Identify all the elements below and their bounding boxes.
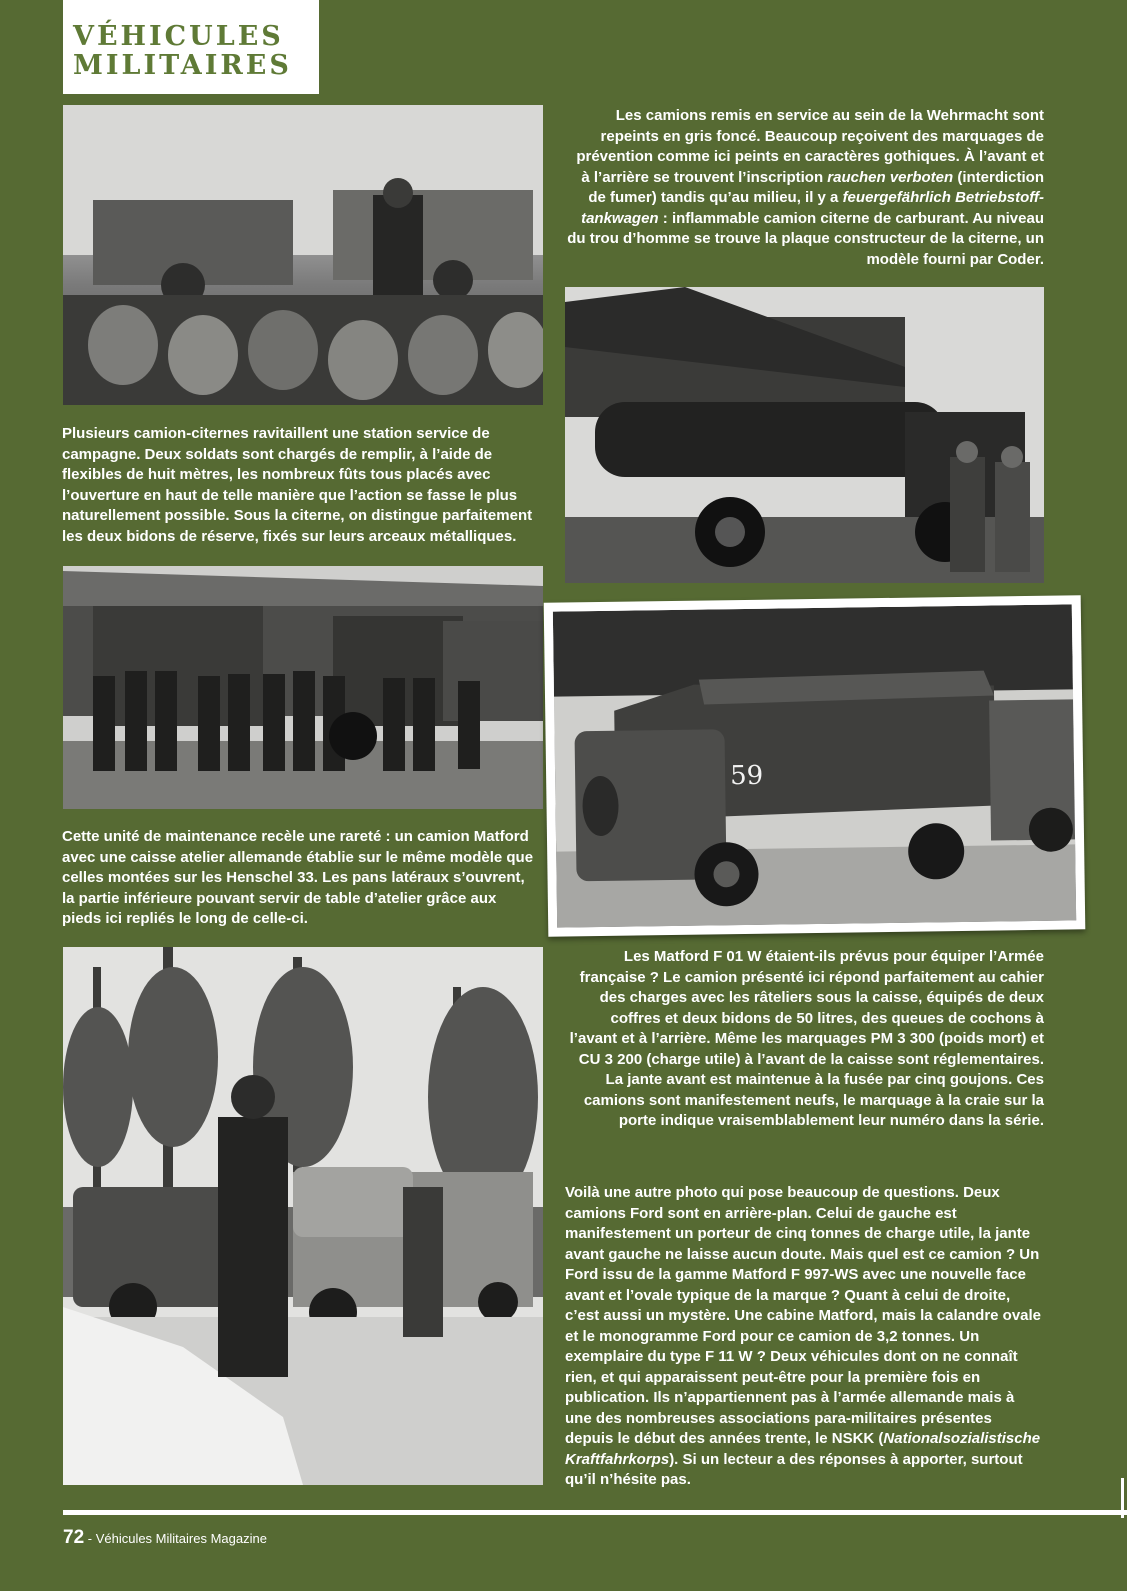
footer-rule [63,1510,1127,1515]
photo-ford-trucks-nskk [63,947,543,1485]
caption-field-station: Plusieurs camion-citernes ravitaillent une station service de campagne. Deux soldats sont chargés de remplir, à l’aide de flexibles de huit mètres, les nombreux fûts tous placés avec l’ouverture en haut de telle manière que l’action se fasse le plus naturellement possible. Sous la citerne, on distingue parfaitement les deux bidons de réserve, fixés sur leurs arceaux métalliques. [62,425,533,545]
photo-tanker-truck-image [565,287,1044,583]
caption-maintenance-rarity: Cette unité de maintenance recèle une rareté : un camion Matford avec une caisse atelier allemande établie sur le même modèle que celles montées sur les Henschel 33. Les pans latéraux s’ouvrent, la partie inférieure pouvant servir de table d’atelier grâce aux pieds ici repliés le long de celle-ci. [62,828,534,927]
photo-frame-matford [544,595,1086,936]
edge-rule [1121,1478,1124,1518]
photo-maintenance-unit-image [63,566,543,809]
section-title-line1: VÉHICULES [73,21,284,52]
section-title-line2: MILITAIRES [73,50,292,81]
section-title [73,22,292,80]
magazine-name: - Véhicules Militaires Magazine [84,1531,267,1546]
chalk-number: 59 [729,760,764,792]
photo-maintenance-unit [63,566,543,809]
section-header [63,0,319,94]
photo-tankers-barrels-image [63,105,543,405]
footer-folio [63,1528,267,1549]
caption-matford-f01w: Les Matford F 01 W étaient-ils prévus pour équiper l’Armée française ? Le camion présenté ici répond parfaitement au cahier des charges avec les râteliers sous la caisse, équipés de deux coffres et deux bidons de 50 litres, des queues de cochons à l’avant et à l’arrière. Même les marquages PM 3 300 (poids mort) et CU 3 200 (charge utile) à l’avant de la caisse sont réglementaires. La jante avant est maintenue à la fusée par cinq goujons. Ces camions sont manifestement neufs, le marquage à la craie sur la porte indique vraisemblablement leur numéro dans la série. [569,948,1044,1129]
photo-ford-trucks-nskk-image [63,947,543,1485]
photo-tanker-truck [565,287,1044,583]
photo-tankers-barrels [63,105,543,405]
caption-tanker-markings: Les camions remis en service au sein de la Wehrmacht sont repeints en gris foncé. Beaucoup reçoivent des marquages de prévention comme ici peints en caractères gothiques. À l’avant et à l’arrière se trouvent l’inscription rauchen verboten (interdiction de fumer) tandis qu’au milieu, il y a feuergefährlich Betriebstoff-tankwagen : inflammable camion citerne de carburant. Au niveau du trou d’homme se trouve la plaque constructeur de la citerne, un modèle fourni par Coder. [567,107,1044,268]
photo-matford-59 [553,604,1076,927]
caption-ford-nskk: Voilà une autre photo qui pose beaucoup de questions. Deux camions Ford sont en arrière-plan. Celui de gauche est manifestement un porteur de cinq tonnes de charge utile, la jante avant gauche ne laisse aucun doute. Mais quel est ce camion ? Un Ford issu de la gamme Matford F 997-WS avec une nouvelle face avant et l’ovale typique de la marque ? Quant à celui de droite, c’est aussi un mystère. Une cabine Matford, mais la calandre ovale et le monogramme Ford pour ce camion de 3,2 tonnes. Un exemplaire du type F 11 W ? Deux véhicules dont on ne connaît rien, et qui apparaissent peut-être pour la première fois en publication. Ils n’appartiennent pas à l’armée allemande mais à une des nombreuses associations para-militaires présentes depuis le début des années trente, le NSKK (Nationalsozialistische Kraftfahrkorps). Si un lecteur a des réponses à apporter, surtout qu’il n’hésite pas. [565,1184,1042,1488]
page-number: 72 [63,1527,85,1548]
photo-matford-59-image [553,604,1076,927]
